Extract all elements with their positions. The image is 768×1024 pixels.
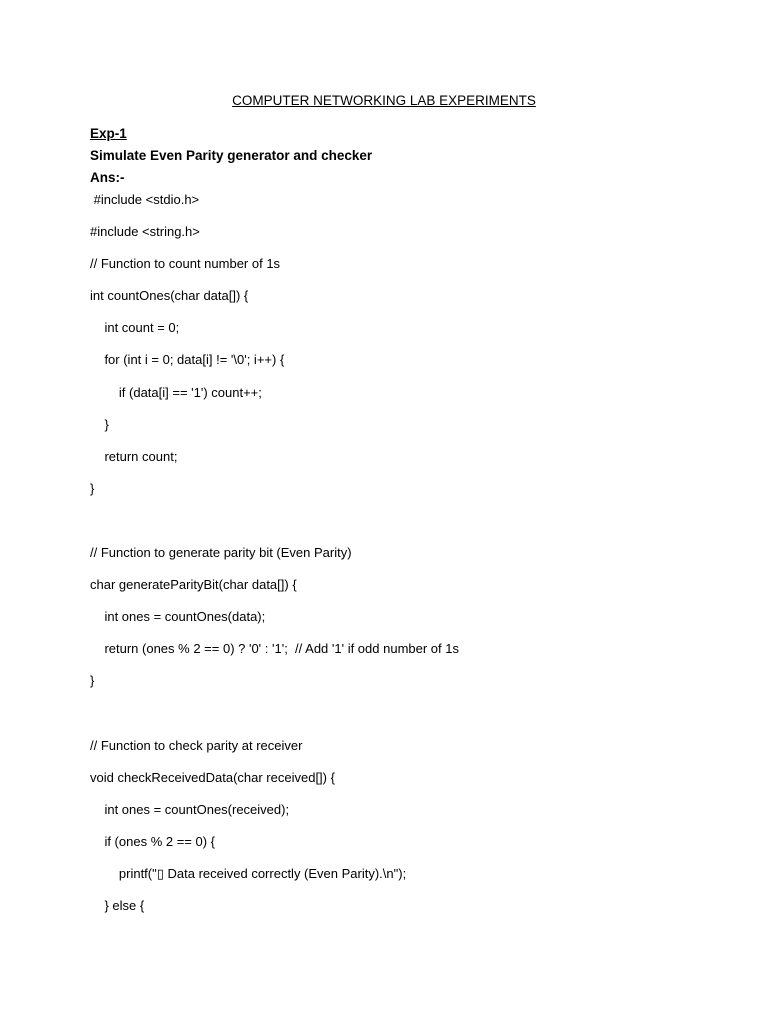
code-line: // Function to check parity at receiver	[90, 737, 303, 753]
code-line: #include <stdio.h>	[90, 192, 200, 207]
code-line	[90, 512, 730, 544]
code-line: int count = 0;	[90, 320, 180, 336]
code-line: int ones = countOnes(data);	[90, 609, 266, 625]
code-line: // Function to generate parity bit (Even Parity)	[90, 545, 352, 561]
code-line: return (ones % 2 == 0) ? '0' : '1'; // Add '1' if odd number of 1s	[90, 641, 459, 657]
document-title: COMPUTER NETWORKING LAB EXPERIMENTS	[232, 93, 536, 108]
code-line: if (data[i] == '1') count++;	[90, 384, 262, 400]
code-line: int ones = countOnes(received);	[90, 801, 290, 817]
code-line: char generateParityBit(char data[]) {	[90, 577, 297, 593]
code-line: for (int i = 0; data[i] != '\0'; i++) {	[90, 352, 285, 368]
code-line	[90, 705, 730, 737]
code-line: }	[90, 480, 95, 496]
code-line: printf("▯ Data received correctly (Even Parity).\n");	[90, 865, 407, 881]
code-block	[90, 191, 730, 929]
experiment-label: Exp-1	[90, 126, 127, 141]
code-line: } else {	[90, 898, 145, 914]
answer-label: Ans:-	[90, 170, 125, 185]
code-line: return count;	[90, 448, 178, 464]
code-line: int countOnes(char data[]) {	[90, 288, 249, 304]
code-line: #include <string.h>	[90, 224, 200, 240]
code-line: }	[90, 673, 95, 689]
experiment-subtitle: Simulate Even Parity generator and checker	[90, 148, 373, 163]
code-line: if (ones % 2 == 0) {	[90, 833, 216, 849]
code-line: }	[90, 416, 109, 432]
code-line: // Function to count number of 1s	[90, 256, 281, 272]
code-line: void checkReceivedData(char received[]) {	[90, 769, 335, 785]
